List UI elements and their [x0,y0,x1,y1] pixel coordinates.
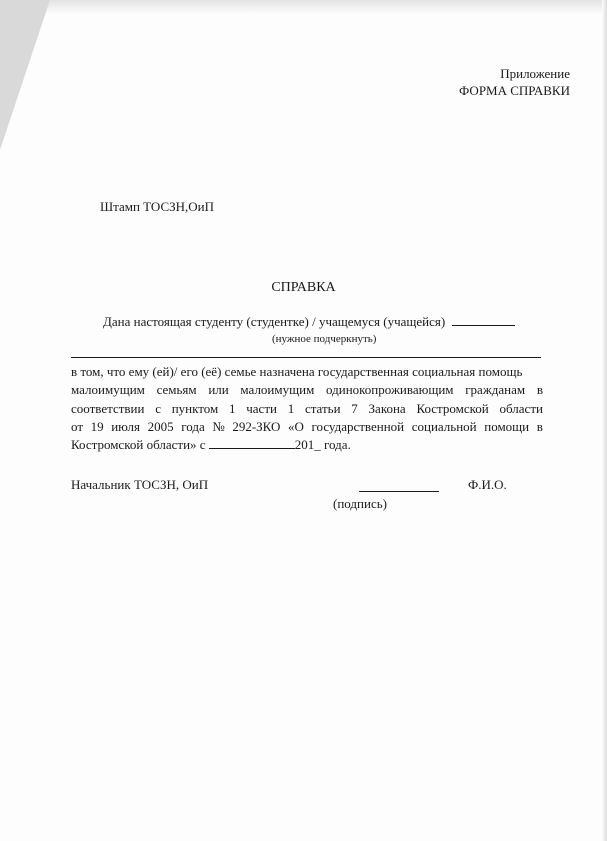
document-title: СПРАВКА [271,280,336,295]
body-line-5-start: Костромской области» с [71,437,206,453]
stamp-label: Штамп ТОСЗН,ОиП [100,199,215,214]
body-word: 19 [90,418,104,434]
body-word: с [155,400,161,416]
recipient-name-rule [71,357,541,358]
body-word: № [212,418,225,434]
body-word: или [208,382,229,398]
signature-hint: (подпись) [333,496,387,511]
body-word: соответствии [71,400,145,416]
body-word: 1 [229,400,236,416]
body-line-3 [71,400,543,418]
chief-title: Начальник ТОСЗН, ОиП [71,477,209,492]
fio-label: Ф.И.О. [468,477,507,492]
issued-to-text: Дана настоящая студенту (студентке) / учащемуся (учащейся) [103,314,446,329]
scan-shadow-right [602,0,607,841]
body-word: статьи [304,400,341,416]
recipient-blank [452,313,515,326]
body-word: области [499,400,543,416]
body-line-5 [71,436,543,454]
underline-hint: (нужное подчеркнуть) [272,333,377,345]
body-word: гражданам [465,382,526,398]
body-word: от [71,418,84,434]
body-word: «О [288,418,304,434]
body-word: малоимущим [71,382,145,398]
certificate-body [71,363,543,454]
body-word: 2005 [147,418,174,434]
body-word: малоимущим [240,382,315,398]
body-word: государственной [311,418,405,434]
body-line-2 [71,381,543,399]
body-word: 7 [351,400,358,416]
date-blank [209,436,295,449]
body-word: семьям [156,382,197,398]
body-word: года [181,418,205,434]
signature-line [359,491,439,492]
body-line-1: в том, что ему (ей)/ его (её) семье назначена государственная социальная помощь [71,364,523,379]
form-name: ФОРМА СПРАВКИ [459,83,570,98]
issued-to-line [103,313,515,330]
body-word: Костромской [416,400,489,416]
body-word: в [536,418,543,434]
body-word: 1 [287,400,295,416]
body-word: июля [111,418,141,434]
body-word: помощи [484,418,530,434]
body-word: Закона [368,400,406,416]
body-word: одинокопроживающим [326,382,454,398]
body-word: пунктом [171,400,219,416]
body-word: социальной [411,418,477,434]
body-line-5-end: года. [324,437,351,453]
year-field: 201_ [294,437,321,453]
body-word: в [536,382,543,398]
body-line-4 [71,418,543,436]
scan-folded-corner [0,0,50,150]
scan-shadow-top [0,0,607,14]
body-word: 292-ЗКО [232,418,281,434]
body-word: части [246,400,277,416]
appendix-label: Приложение [500,66,570,81]
